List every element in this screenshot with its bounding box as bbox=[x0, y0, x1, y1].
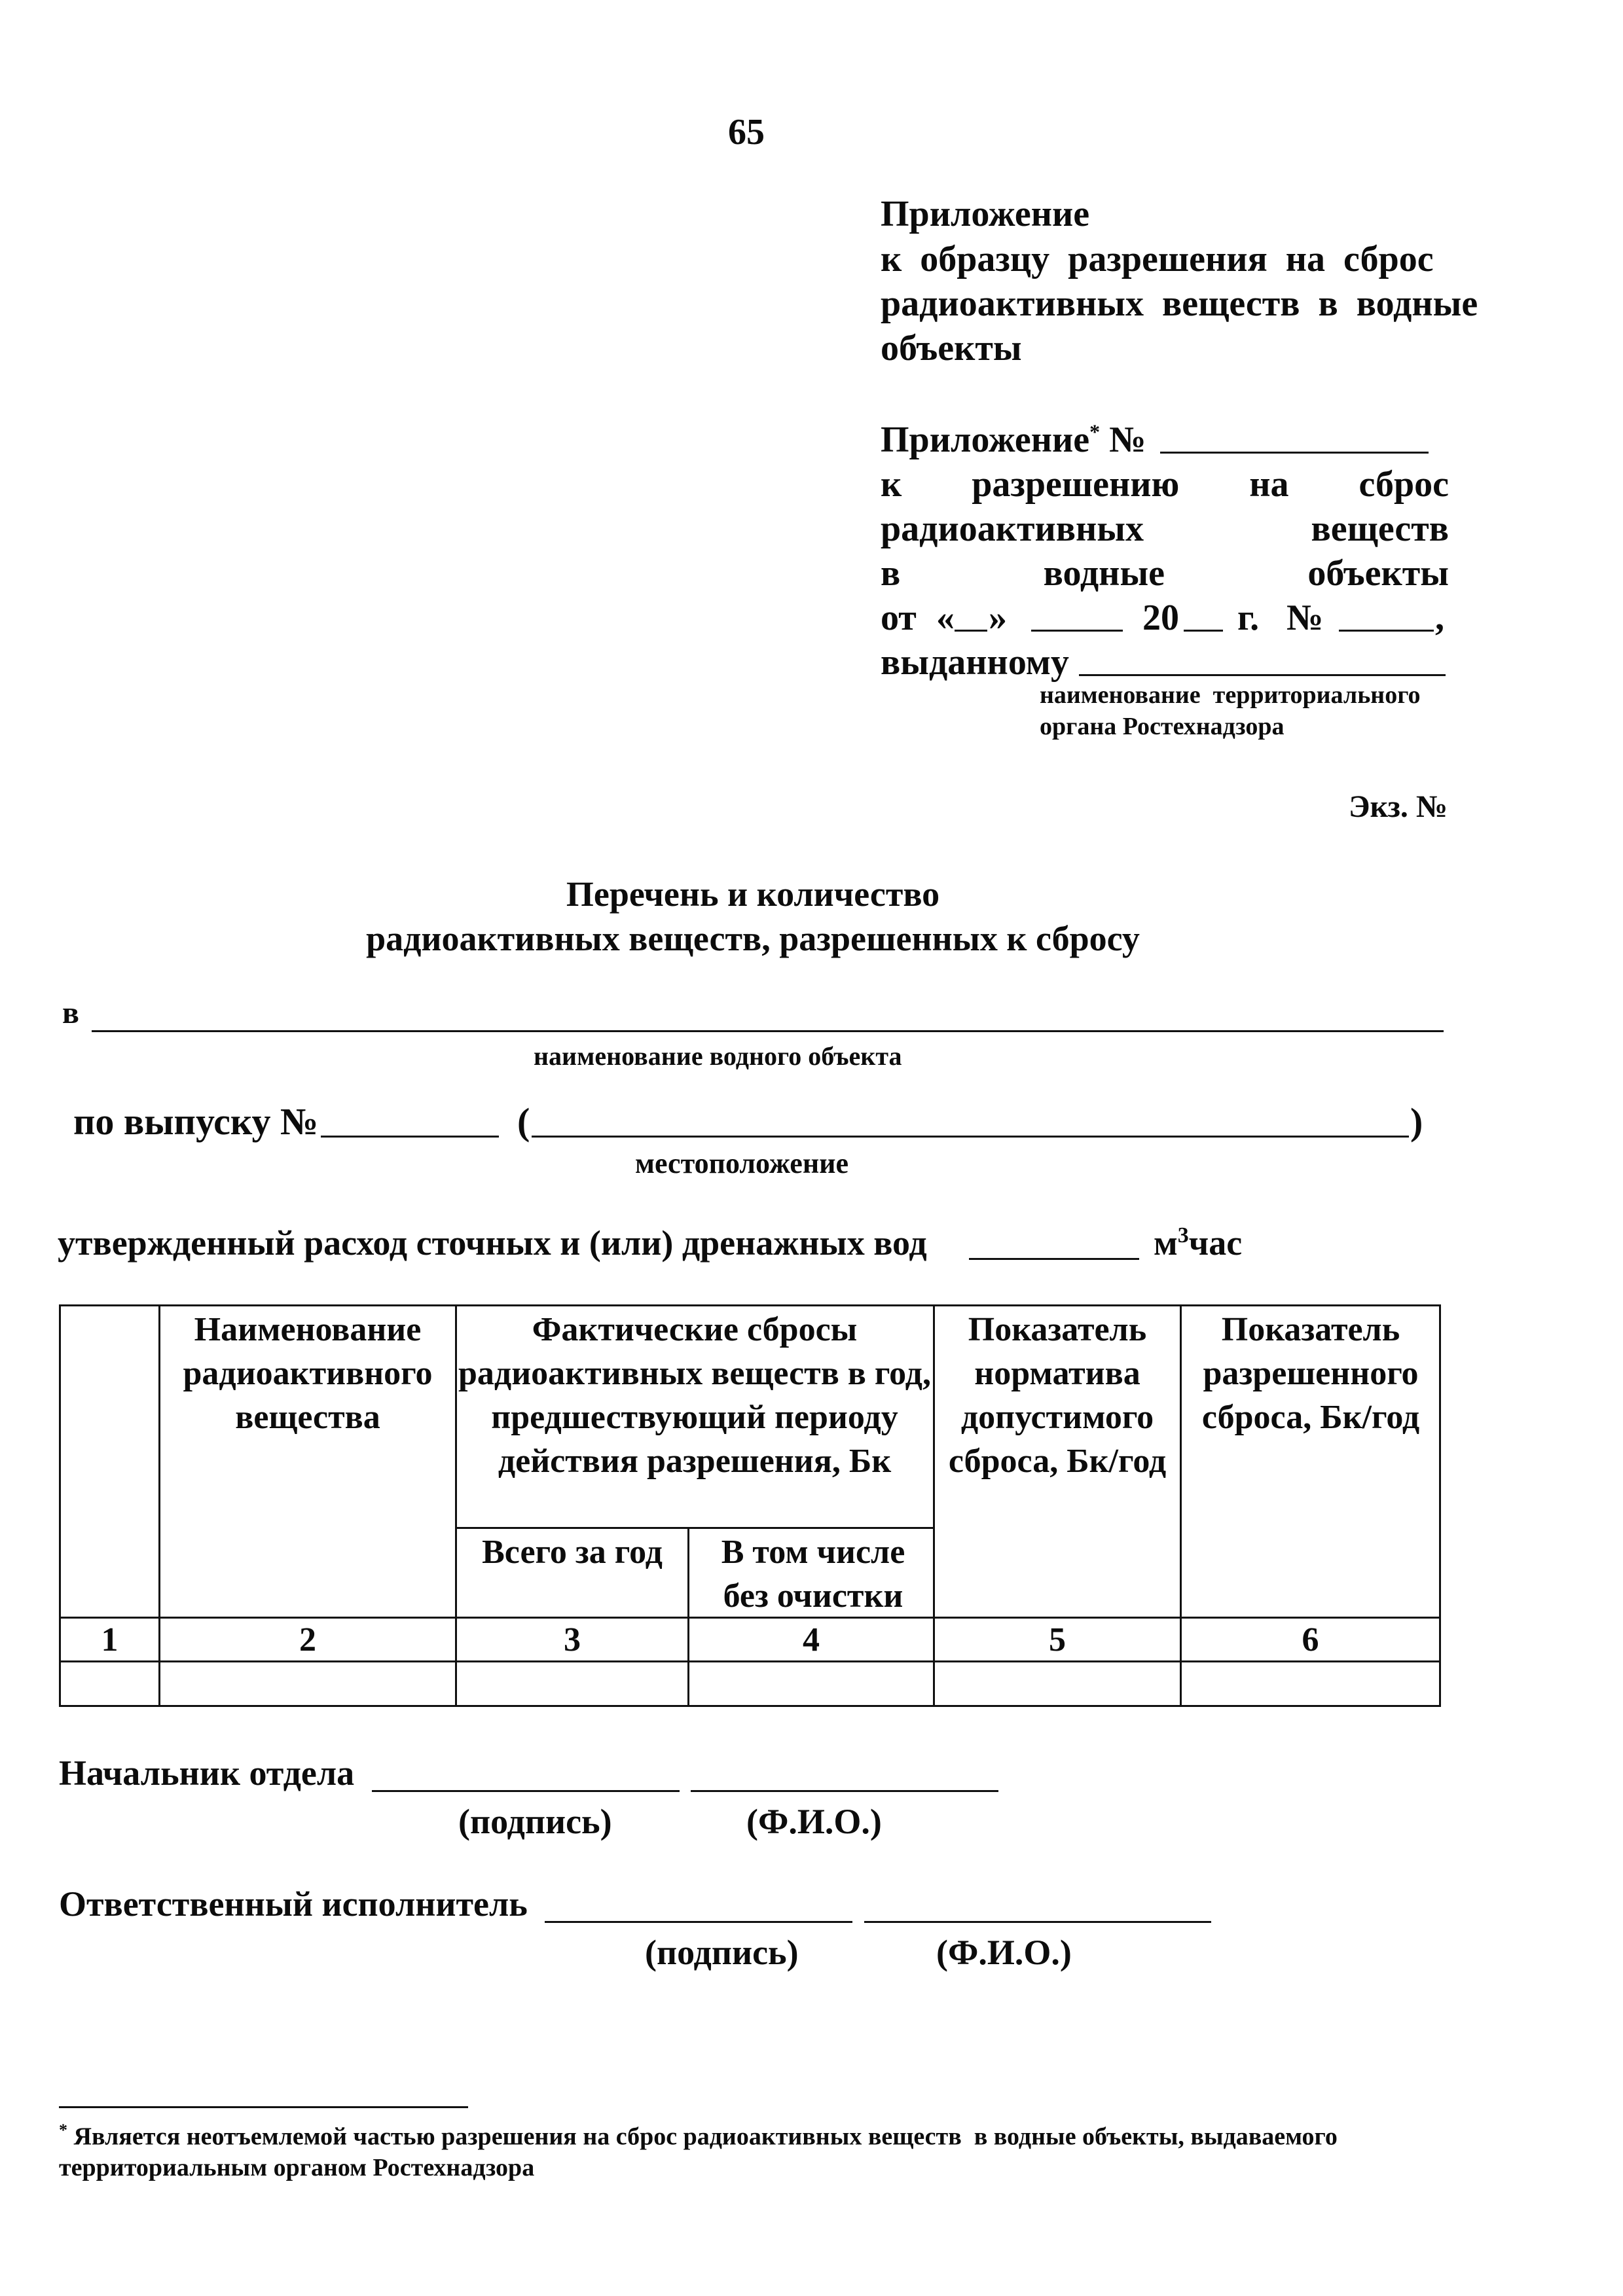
quote-open: « bbox=[936, 598, 955, 638]
flow-unit-superscript: 3 bbox=[1177, 1223, 1189, 1247]
year-prefix: 20 bbox=[1142, 598, 1179, 638]
column-number-5: 5 bbox=[1049, 1621, 1066, 1659]
footnote-text-1: Является неотъемлемой частью разрешения на сброс радиоактивных веществ в водные объекты, выдаваемого bbox=[73, 2123, 1338, 2151]
data-cell-1[interactable] bbox=[61, 1662, 158, 1705]
date-prefix: от bbox=[881, 598, 917, 638]
appendix-line-3: объекты bbox=[881, 328, 1022, 368]
column-number-2: 2 bbox=[299, 1621, 316, 1659]
document-title-line-1: Перечень и количество bbox=[566, 874, 940, 914]
table-subheader-rule bbox=[455, 1527, 933, 1529]
issued-to-label: выданному bbox=[881, 642, 1069, 683]
permit-row-3-word-3: объекты bbox=[1307, 553, 1449, 594]
column-number-6: 6 bbox=[1302, 1621, 1319, 1659]
head-name-caption: (Ф.И.О.) bbox=[746, 1802, 882, 1841]
column-number-1: 1 bbox=[101, 1621, 119, 1659]
permit-row-2-word-1: радиоактивных bbox=[881, 509, 1144, 549]
outlet-location-blank[interactable] bbox=[532, 1136, 1409, 1138]
permit-row-3-word-1: в bbox=[881, 553, 901, 594]
responsible-signature-caption: (подпись) bbox=[645, 1933, 799, 1972]
day-blank[interactable] bbox=[955, 630, 987, 632]
quote-close: » bbox=[989, 598, 1007, 638]
footnote-separator bbox=[59, 2106, 468, 2108]
responsible-signature-blank[interactable] bbox=[545, 1921, 852, 1923]
date-comma: , bbox=[1435, 598, 1444, 638]
outlet-prefix: по выпуску № bbox=[73, 1100, 319, 1143]
permit-row-1-word-4: сброс bbox=[1359, 464, 1449, 505]
head-signature-blank[interactable] bbox=[372, 1790, 680, 1792]
permit-row-1-word-3: на bbox=[1249, 464, 1289, 505]
outlet-paren-open: ( bbox=[517, 1100, 530, 1143]
year-blank[interactable] bbox=[1184, 630, 1223, 632]
flow-value-blank[interactable] bbox=[969, 1258, 1139, 1260]
header-substance-name: Наименование радиоактивного вещества bbox=[183, 1311, 433, 1436]
appendix-line-2: радиоактивных веществ в водные bbox=[881, 283, 1478, 324]
water-body-blank[interactable] bbox=[92, 1030, 1444, 1032]
head-signature-caption: (подпись) bbox=[458, 1802, 612, 1841]
table-top-border bbox=[59, 1304, 1441, 1306]
water-body-prefix: в bbox=[62, 996, 79, 1030]
outlet-paren-close: ) bbox=[1410, 1100, 1423, 1143]
copy-number: Экз. № bbox=[1349, 789, 1448, 824]
year-suffix: г. bbox=[1237, 598, 1260, 638]
month-blank[interactable] bbox=[1031, 630, 1123, 632]
permit-row-2 bbox=[881, 508, 1449, 550]
permit-row-3-word-2: водные bbox=[1043, 553, 1165, 594]
appendix-line-1: к образцу разрешения на сброс bbox=[881, 239, 1434, 279]
flow-unit bbox=[1154, 1223, 1242, 1263]
data-cell-3[interactable] bbox=[457, 1662, 687, 1705]
outlet-caption: местоположение bbox=[635, 1147, 849, 1179]
data-cell-2[interactable] bbox=[160, 1662, 455, 1705]
column-number-3: 3 bbox=[564, 1621, 581, 1659]
header-permissible-norm: Показатель норматива допустимого сброса, Бк/год bbox=[948, 1311, 1167, 1480]
authority-caption-1: наименование территориального bbox=[1040, 681, 1421, 709]
permit-number-blank[interactable] bbox=[1339, 630, 1434, 632]
responsible-name-caption: (Ф.И.О.) bbox=[936, 1933, 1072, 1972]
permit-row-1-word-1: к bbox=[881, 464, 902, 505]
outlet-number-blank[interactable] bbox=[321, 1136, 499, 1138]
permit-appendix-title bbox=[881, 419, 1146, 461]
column-number-4: 4 bbox=[803, 1621, 820, 1659]
flow-label: утвержденный расход сточных и (или) дренажных вод bbox=[58, 1223, 927, 1263]
data-cell-4[interactable] bbox=[689, 1662, 933, 1705]
header-actual-discharges: Фактические сбросы радиоактивных веществ в год, предшествующий периоду действия разрешения, Бк bbox=[458, 1311, 931, 1480]
responsible-executor-label: Ответственный исполнитель bbox=[59, 1884, 528, 1924]
data-cell-6[interactable] bbox=[1182, 1662, 1439, 1705]
subheader-without-treatment: В том числе без очистки bbox=[721, 1534, 905, 1615]
number-sign: № bbox=[1109, 420, 1146, 460]
footnote-line-1 bbox=[59, 2121, 1338, 2151]
head-name-blank[interactable] bbox=[691, 1790, 998, 1792]
footnote-line-2: территориальным органом Ростехнадзора bbox=[59, 2154, 535, 2181]
flow-unit-rest: час bbox=[1188, 1223, 1243, 1263]
footnote-marker: * bbox=[1089, 420, 1101, 444]
appendix-title: Приложение bbox=[881, 194, 1090, 234]
permit-row-1 bbox=[881, 463, 1449, 505]
subheader-total-per-year: Всего за год bbox=[482, 1534, 663, 1571]
footnote-star: * bbox=[59, 2121, 67, 2140]
permit-row-1-word-2: разрешению bbox=[972, 464, 1180, 505]
document-title-line-2: радиоактивных веществ, разрешенных к сбросу bbox=[366, 919, 1140, 958]
issued-to-blank[interactable] bbox=[1079, 674, 1446, 676]
permit-number-sign: № bbox=[1286, 598, 1324, 638]
table-right-border bbox=[1439, 1304, 1441, 1707]
table-bottom-border bbox=[59, 1705, 1441, 1707]
appendix-number-blank[interactable] bbox=[1160, 452, 1429, 454]
flow-unit-m: м bbox=[1154, 1223, 1178, 1263]
page-number: 65 bbox=[728, 112, 765, 152]
authority-caption-2: органа Ростехнадзора bbox=[1040, 713, 1285, 740]
permit-row-2-word-2: веществ bbox=[1311, 509, 1449, 549]
permit-row-3 bbox=[881, 552, 1449, 594]
data-cell-5[interactable] bbox=[935, 1662, 1180, 1705]
header-permitted-discharge: Показатель разрешенного сброса, Бк/год bbox=[1201, 1311, 1420, 1436]
head-of-department-label: Начальник отдела bbox=[59, 1753, 355, 1793]
water-body-caption: наименование водного объекта bbox=[534, 1041, 902, 1071]
responsible-name-blank[interactable] bbox=[864, 1921, 1211, 1923]
permit-appendix-word: Приложение bbox=[881, 420, 1090, 460]
